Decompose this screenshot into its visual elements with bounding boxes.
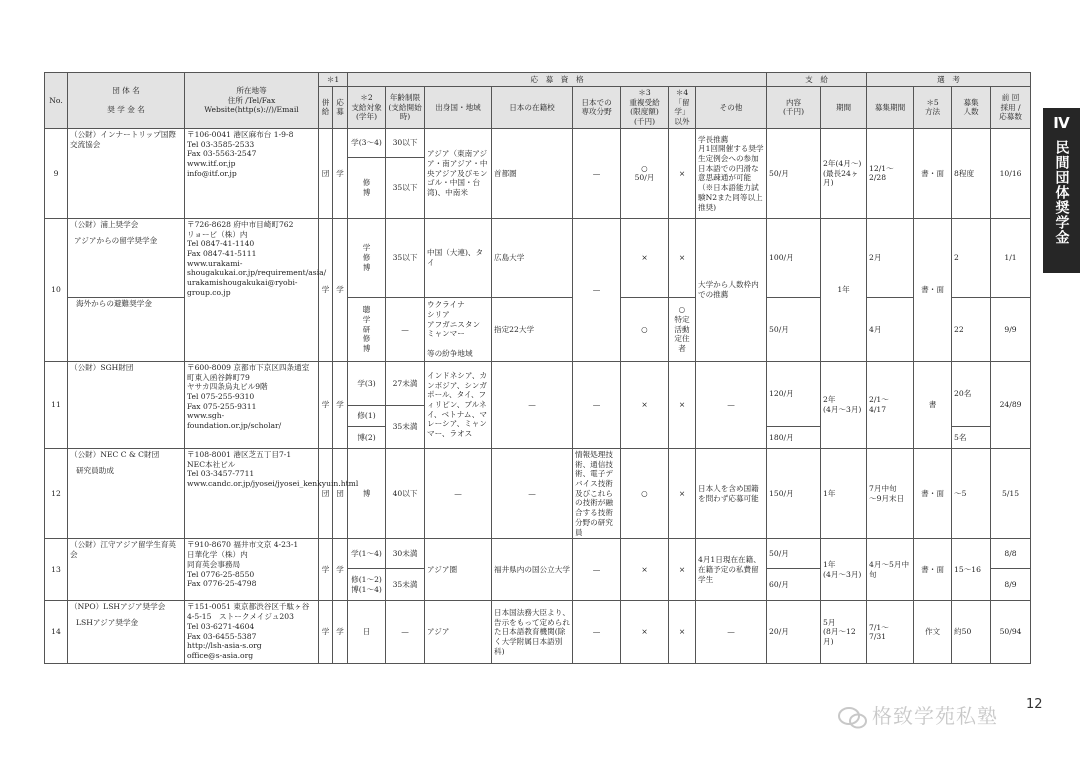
age-limit: 40以下 [386, 448, 425, 538]
scholarship-table [44, 72, 1031, 664]
header-other: その他 [696, 87, 767, 129]
other: 4月1日現在在籍、在籍予定の私費留学生 [696, 539, 767, 601]
other: — [696, 361, 767, 448]
header-period: 期間 [821, 87, 867, 129]
header-address: 所在地等 住所 /Tel/Fax Website(http(s)://)/Email [185, 73, 319, 129]
target-grade: 学(1〜4) [348, 539, 386, 569]
chapter-side-tab [1043, 108, 1080, 273]
scholarship-name: 海外からの避難奨学金 [68, 297, 185, 361]
count: 〜5 [952, 448, 991, 538]
method: 作文 [914, 601, 952, 664]
age-limit: — [386, 601, 425, 664]
school: — [492, 361, 573, 448]
org-name-text: （公財）浦上奨学会 [70, 219, 139, 229]
table-row [45, 539, 1031, 569]
age-limit: 27未満 [386, 361, 425, 405]
visa-status: × [669, 601, 696, 664]
concurrent: 学 [319, 601, 333, 664]
visa-status: × [669, 128, 696, 218]
previous: 8/9 [991, 569, 1031, 601]
recruit-period: 4月〜5月中旬 [867, 539, 914, 601]
previous: 8/8 [991, 539, 1031, 569]
amount: 120/月 [767, 361, 821, 426]
school: 広島大学 [492, 218, 573, 297]
previous: 10/16 [991, 128, 1031, 218]
header-count: 募集 人数 [952, 87, 991, 129]
recruit-period: 4月 [867, 297, 914, 361]
header-concurrent: 併 給 [319, 87, 333, 129]
target-grade: 修(1) [348, 405, 386, 426]
scholarship-name: アジアからの留学奨学金 [74, 235, 158, 245]
other: 日本人を含め国籍を問わず応募可能 [696, 448, 767, 538]
target-grade: 聴 学 研 修 博 [348, 297, 386, 361]
scholarship-name: 研究員助成 [76, 465, 114, 475]
concurrent: 団 [319, 448, 333, 538]
duplicate: ○ 50/月 [621, 128, 669, 218]
visa-status: × [669, 218, 696, 297]
table-row [45, 448, 1031, 538]
target-grade: 博 [348, 448, 386, 538]
header-field: 日本での 専攻分野 [573, 87, 621, 129]
school: 日本国法務大臣より、告示をもって定められた日本語教育機関(除く大学附属日本語別科) [492, 601, 573, 664]
target-grade: 学(3) [348, 361, 386, 405]
origin: インドネシア、カンボジア、シンガポール、タイ、フィリピン、ブルネイ、ベトナム、マレーシア、ミャンマー、ラオス [425, 361, 492, 448]
age-limit: 35未満 [386, 405, 425, 448]
school: — [492, 448, 573, 538]
address: 〒108-8001 港区芝五丁目7-1 NEC本社ビル Tel 03-3457-7711 www.candc.or.jp/jyosei/jyosei_kenkyuin.html [185, 448, 319, 538]
age-limit: — [386, 297, 425, 361]
count: 5名 [952, 426, 991, 448]
period: 1年 [821, 448, 867, 538]
school: 福井県内の国公立大学 [492, 539, 573, 601]
org-name-text: （NPO）LSHアジア奨学会 [70, 602, 166, 612]
other: 大学から人数枠内での推薦 [696, 218, 767, 361]
amount: 50/月 [767, 297, 821, 361]
count: 2 [952, 218, 991, 297]
watermark-text: 格致学苑私塾 [872, 704, 998, 728]
field: — [573, 601, 621, 664]
amount: 20/月 [767, 601, 821, 664]
org-name [68, 218, 185, 297]
concurrent: 団 [319, 128, 333, 218]
method: 書・面 [914, 448, 952, 538]
age-limit: 30以下 [386, 128, 425, 157]
org-name [68, 601, 185, 664]
field: — [573, 128, 621, 218]
origin: アジア [425, 601, 492, 664]
concurrent: 学 [319, 361, 333, 448]
apply: 学 [333, 539, 348, 601]
recruit-period: 2月 [867, 218, 914, 297]
target-grade: 修 博 [348, 157, 386, 218]
header-eligibility: 応 募 資 格 [348, 73, 767, 87]
duplicate: ○ [621, 448, 669, 538]
header-age-limit: 年齢制限 (支給開始時) [386, 87, 425, 129]
school: 指定22大学 [492, 297, 573, 361]
header-recruit-period: 募集期間 [867, 87, 914, 129]
count: 15〜16 [952, 539, 991, 601]
address: 〒726-8628 府中市目崎町762 リョービ（株）内 Tel 0847-41-1140 Fax 0847-41-5111 www.urakami-shougakukai.or.jp/requirement/asia/ urakamishougakukai@ryobi-group.co.jp [185, 218, 319, 361]
field: 情報処理技術、通信技術、電子デバイス技術及びこれらの技術が融合する技術分野の研究員 [573, 448, 621, 538]
header-visa-status: ＊4 「留学」 以外 [669, 87, 696, 129]
amount: 100/月 [767, 218, 821, 297]
duplicate: × [621, 361, 669, 448]
row-no: 11 [45, 361, 68, 448]
concurrent: 学 [319, 218, 333, 361]
origin: 中国（大連)、タイ [425, 218, 492, 297]
method: 書・面 [914, 128, 952, 218]
target-grade: 学(3〜4) [348, 128, 386, 157]
period: 2年(4月〜) (最長24ヶ月) [821, 128, 867, 218]
count: 約50 [952, 601, 991, 664]
period: 2年 (4月〜3月) [821, 361, 867, 448]
duplicate: × [621, 218, 669, 297]
header-apply: 応 募 [333, 87, 348, 129]
org-name: （公財）インナートリップ国際交流協会 [68, 128, 185, 218]
age-limit: 35以下 [386, 218, 425, 297]
apply: 学 [333, 601, 348, 664]
chapter-number: Ⅳ [1053, 114, 1070, 132]
visa-status: × [669, 361, 696, 448]
duplicate: × [621, 539, 669, 601]
field: — [573, 218, 621, 361]
other: 学長推薦 月1回開催する奨学生定例会への参加 日本語での円滑な意思疎通が可能（※日本語能力試験N2また同等以上推奨) [696, 128, 767, 218]
table-row [45, 218, 1031, 297]
target-grade: 日 [348, 601, 386, 664]
target-grade: 学 修 博 [348, 218, 386, 297]
apply: 団 [333, 448, 348, 538]
origin: ウクライナ シリア アフガニスタン ミャンマー 等の紛争地域 [425, 297, 492, 361]
header-selection: 選 考 [867, 73, 1031, 87]
origin: — [425, 448, 492, 538]
recruit-period: 2/1〜 4/17 [867, 361, 914, 448]
row-no: 13 [45, 539, 68, 601]
header-previous: 前 回 採用 / 応募数 [991, 87, 1031, 129]
watermark [838, 700, 998, 729]
apply: 学 [333, 128, 348, 218]
header-payment: 支 給 [767, 73, 867, 87]
concurrent: 学 [319, 539, 333, 601]
header-origin: 出身国・地域 [425, 87, 492, 129]
amount: 50/月 [767, 539, 821, 569]
amount: 180/月 [767, 426, 821, 448]
school: 首都圏 [492, 128, 573, 218]
age-limit: 35以下 [386, 157, 425, 218]
amount: 150/月 [767, 448, 821, 538]
org-name-text: （公財）NEC C & C財団 [70, 449, 160, 459]
period: 1年 (4月〜3月) [821, 539, 867, 601]
origin: アジア（東南アジア・南アジア・中央アジア及びモンゴル・中国・台湾)、中南米 [425, 128, 492, 218]
previous: 9/9 [991, 297, 1031, 361]
recruit-period: 12/1〜 2/28 [867, 128, 914, 218]
amount: 60/月 [767, 569, 821, 601]
chapter-title: 民間団体奨学金 [1053, 140, 1070, 245]
table-row [45, 361, 1031, 405]
header-org-name: 団 体 名 奨 学 金 名 [68, 73, 185, 129]
field: — [573, 361, 621, 448]
method: 書・面 [914, 539, 952, 601]
origin: アジア圏 [425, 539, 492, 601]
period: 1年 [821, 218, 867, 361]
header-duplicate: ＊3 重複受給 (限度額) (千円) [621, 87, 669, 129]
count: 20名 [952, 361, 991, 426]
table-row [45, 601, 1031, 664]
target-grade: 修(1〜2) 博(1〜4) [348, 569, 386, 601]
header-note1: ＊1 [319, 73, 348, 87]
apply: 学 [333, 218, 348, 361]
address: 〒151-0051 東京都渋谷区千駄ヶ谷4-5-15 ストークメイジュ203 Tel 03-6271-4604 Fax 03-6455-5387 http://lsh-asia-s.org office@s-asia.org [185, 601, 319, 664]
visa-status: × [669, 539, 696, 601]
row-no: 9 [45, 128, 68, 218]
row-no: 14 [45, 601, 68, 664]
duplicate: ○ [621, 297, 669, 361]
amount: 50/月 [767, 128, 821, 218]
table-row [45, 128, 1031, 157]
recruit-period: 7/1〜 7/31 [867, 601, 914, 664]
header-amount: 内容 (千円) [767, 87, 821, 129]
wechat-icon [838, 707, 868, 729]
header-method: ＊5 方法 [914, 87, 952, 129]
previous: 24/89 [991, 361, 1031, 448]
age-limit: 35未満 [386, 569, 425, 601]
apply: 学 [333, 361, 348, 448]
page-number: 12 [1026, 697, 1043, 712]
count: 22 [952, 297, 991, 361]
scholarship-name: LSHアジア奨学金 [76, 618, 139, 628]
header-target-grade: ＊2 支給対象 (学年) [348, 87, 386, 129]
row-no: 10 [45, 218, 68, 361]
previous: 50/94 [991, 601, 1031, 664]
count: 8程度 [952, 128, 991, 218]
org-name: （公財）江守アジア留学生育英会 [68, 539, 185, 601]
visa-status: × [669, 448, 696, 538]
target-grade: 博(2) [348, 426, 386, 448]
previous: 1/1 [991, 218, 1031, 297]
header-school: 日本の在籍校 [492, 87, 573, 129]
method: 書・面 [914, 218, 952, 361]
address: 〒600-8009 京都市下京区四条通室町東入函谷鉾町79 ヤサカ四条烏丸ビル9階 Tel 075-255-9310 Fax 075-255-9311 www.sgh-foundation.or.jp/scholar/ [185, 361, 319, 448]
header-no: No. [45, 73, 68, 129]
visa-status: ○ 特定 活動 定住 者 [669, 297, 696, 361]
previous: 5/15 [991, 448, 1031, 538]
method: 書 [914, 361, 952, 448]
period: 5月 (8月〜12月) [821, 601, 867, 664]
row-no: 12 [45, 448, 68, 538]
field: — [573, 539, 621, 601]
duplicate: × [621, 601, 669, 664]
address: 〒910-8670 福井市文京 4-23-1 日華化学（株）内 同育英会事務局 Tel 0776-25-8550 Fax 0776-25-4798 [185, 539, 319, 601]
org-name [68, 448, 185, 538]
address: 〒106-0041 港区麻布台 1-9-8 Tel 03-3585-2533 Fax 03-5563-2547 www.itf.or.jp info@itf.or.jp [185, 128, 319, 218]
org-name: （公財）SGH財団 [68, 361, 185, 448]
other: — [696, 601, 767, 664]
age-limit: 30未満 [386, 539, 425, 569]
recruit-period: 7月中旬 〜9月末日 [867, 448, 914, 538]
